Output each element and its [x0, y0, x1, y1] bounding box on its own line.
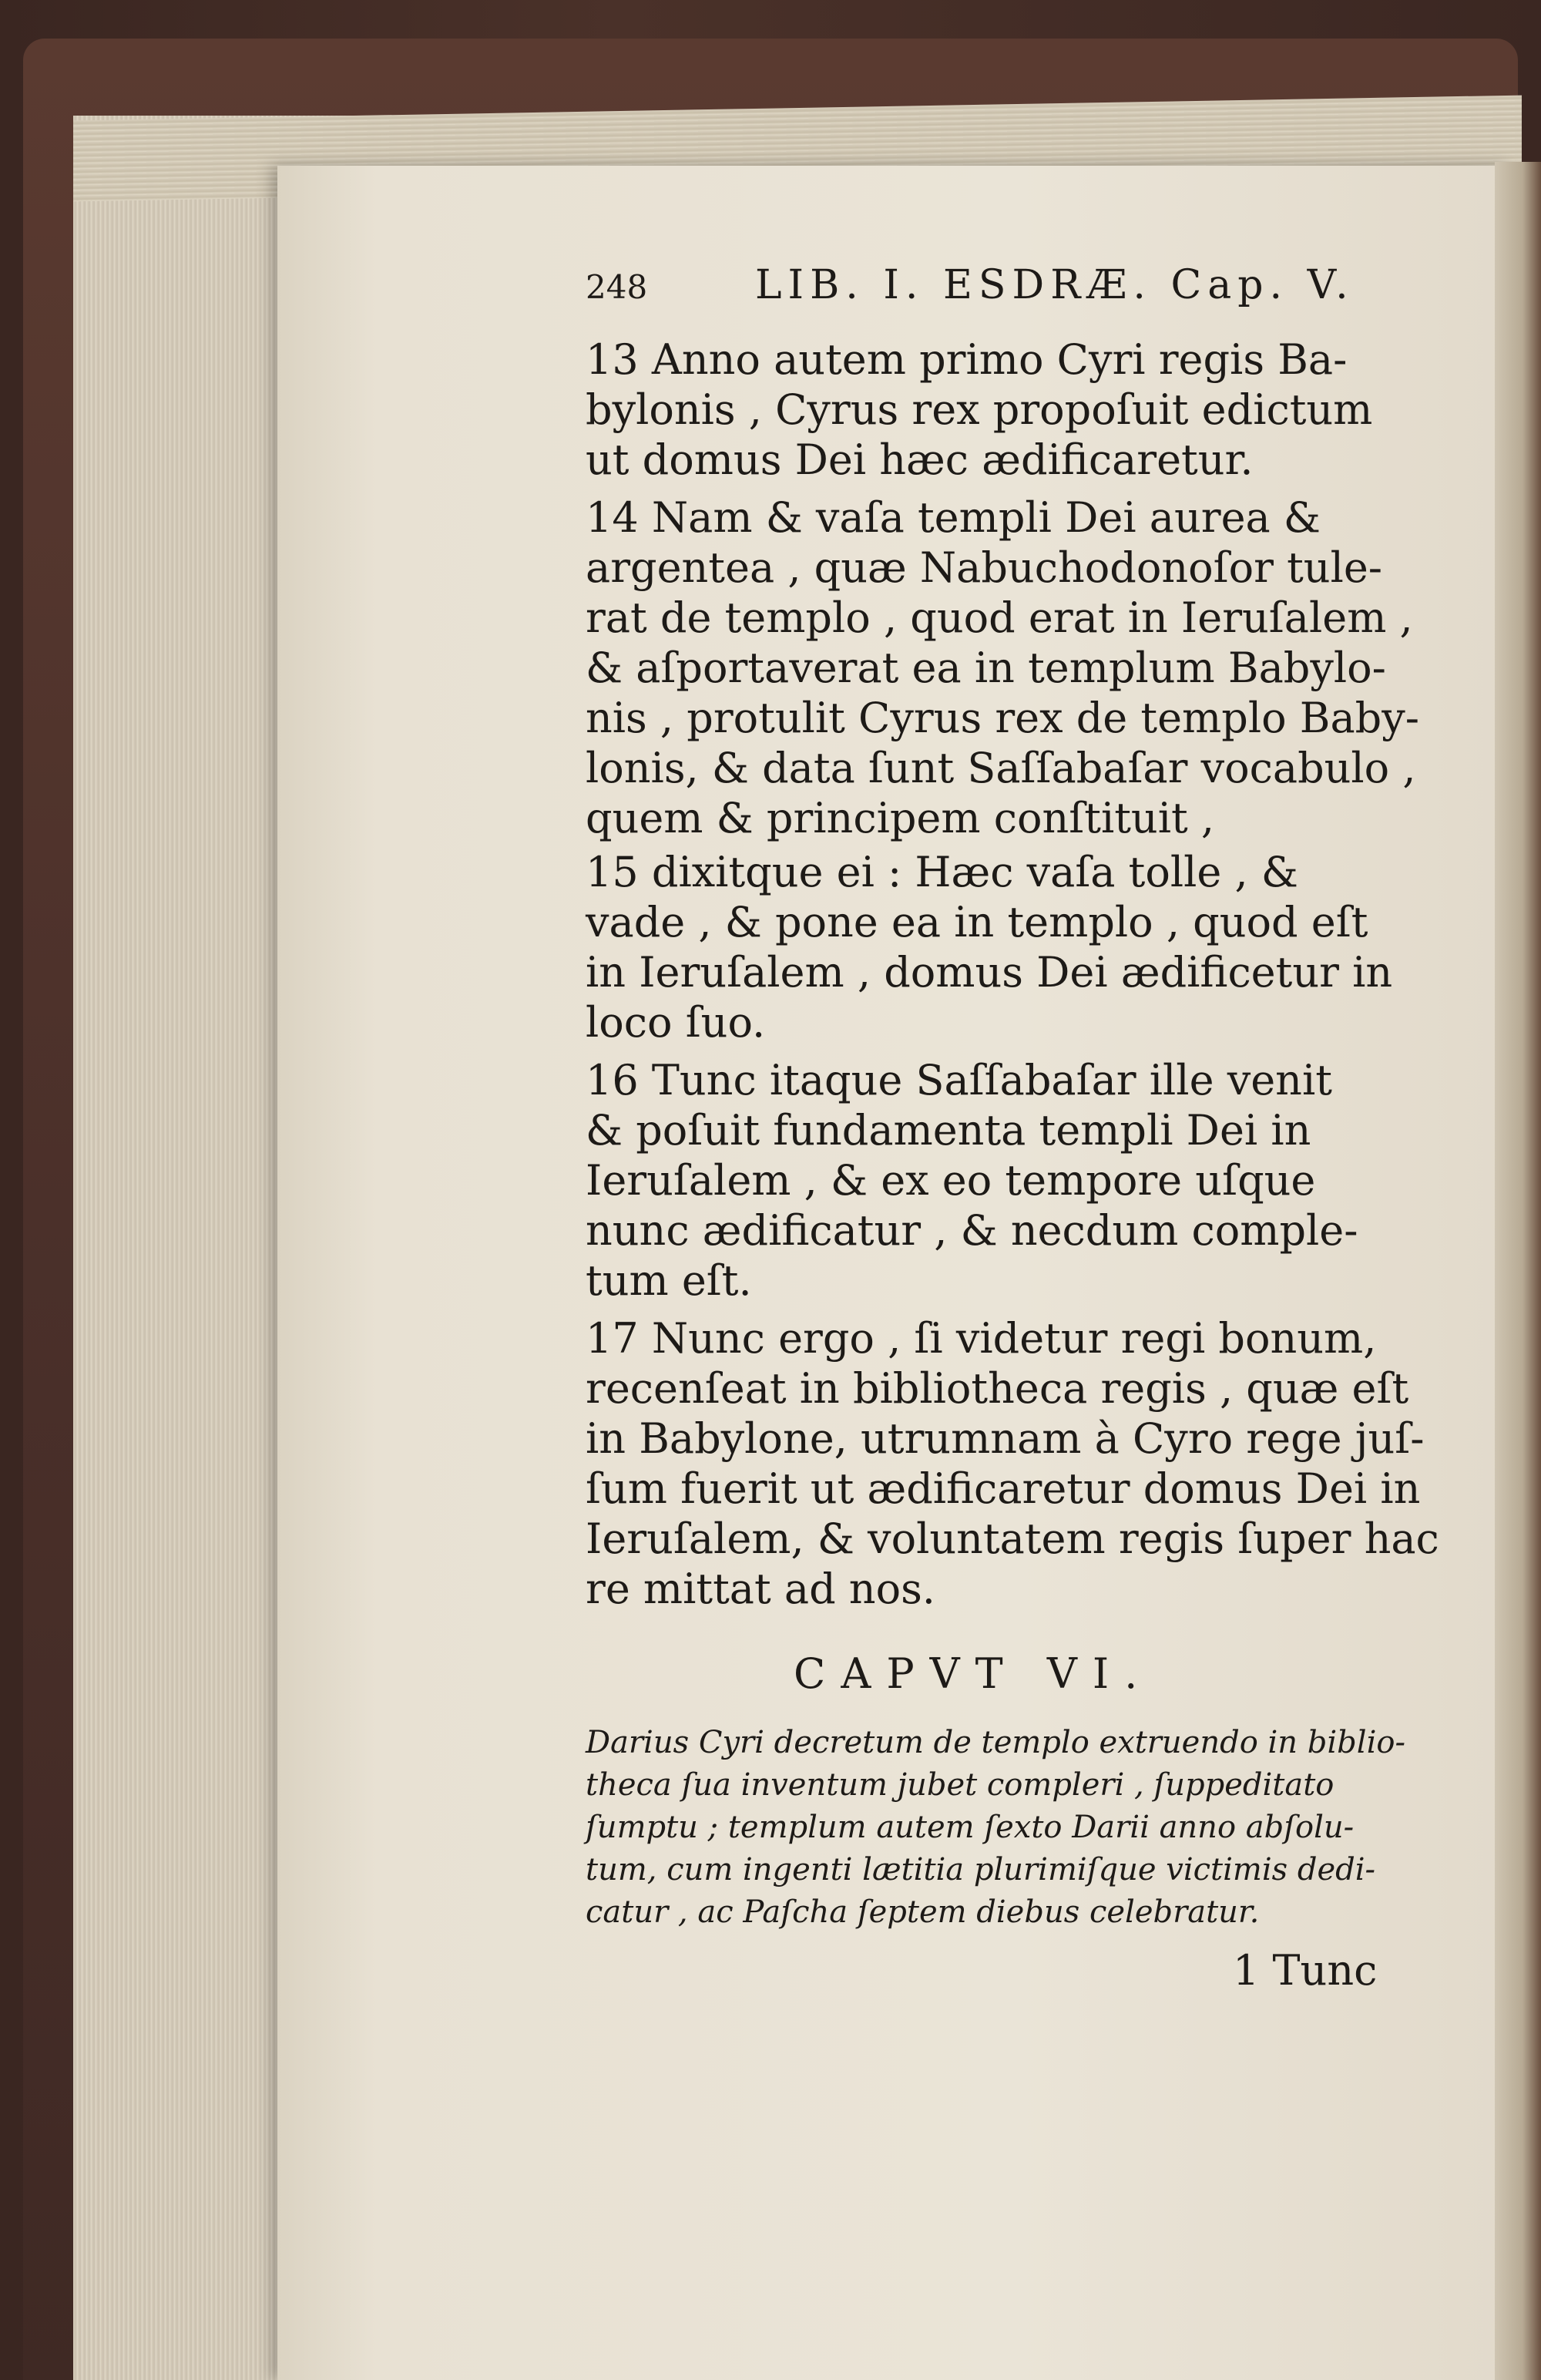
text-line: bylonis , Cyrus rex propoſuit edictum [586, 385, 1373, 434]
text-line: tum eſt. [586, 1256, 752, 1305]
text-line: rat de templo , quod erat in Ieruſalem , [586, 593, 1413, 642]
text-line: Ieruſalem , & ex eo tempore uſque [586, 1156, 1316, 1205]
page-number: 248 [586, 268, 648, 306]
summary-line: tum, cum ingenti lætitia plurimiſque victimis dedi- [586, 1852, 1376, 1888]
chapter-heading: CAPVT VI. [794, 1649, 1153, 1698]
text-line: argentea , quæ Nabuchodonoſor tule- [586, 543, 1383, 592]
text-line: vade , & pone ea in templo , quod eſt [586, 898, 1368, 946]
running-header [586, 262, 1441, 316]
text-line: re mittat ad nos. [586, 1565, 935, 1613]
summary-line: theca ſua inventum jubet compleri , ſuppeditato [586, 1767, 1335, 1803]
text-line: quem & principem conſtituit , [586, 794, 1215, 842]
text-line: & aſportaverat ea in templum Babylo- [586, 644, 1386, 692]
summary-line: ſumptu ; templum autem ſexto Darii anno abſolu- [586, 1810, 1355, 1845]
running-title: LIB. I. ESDRÆ. Cap. V. [755, 262, 1355, 308]
text-line: in Babylone, utrumnam à Cyro rege juſ- [586, 1414, 1425, 1463]
summary-line: catur , ac Paſcha ſeptem diebus celebratur. [586, 1894, 1260, 1930]
text-line: 14 Nam & vaſa templi Dei aurea & [586, 493, 1321, 542]
text-line: 15 dixitque ei : Hæc vaſa tolle , & [586, 848, 1298, 896]
text-line: in Ieruſalem , domus Dei ædificetur in [586, 948, 1393, 997]
text-line: & poſuit fundamenta templi Dei in [586, 1106, 1311, 1155]
catchword: 1 Tunc [1233, 1946, 1378, 1995]
text-line: 13 Anno autem primo Cyri regis Ba- [586, 335, 1348, 384]
summary-line: Darius Cyri decretum de templo extruendo in biblio- [586, 1725, 1405, 1760]
text-line: ſum fuerit ut ædificaretur domus Dei in [586, 1464, 1421, 1513]
text-line: ut domus Dei hæc ædificaretur. [586, 435, 1254, 484]
text-line: lonis, & data ſunt Saſſabaſar vocabulo , [586, 744, 1416, 792]
text-line: loco ſuo. [586, 998, 766, 1047]
text-line: Ieruſalem, & voluntatem regis ſuper hac [586, 1514, 1439, 1563]
text-line: nunc ædificatur , & necdum comple- [586, 1206, 1358, 1255]
facing-page-edge [1495, 162, 1541, 2380]
text-line: 17 Nunc ergo , ſi videtur regi bonum, [586, 1314, 1377, 1363]
text-line: recenſeat in bibliotheca regis , quæ eſt [586, 1364, 1409, 1413]
text-line: 16 Tunc itaque Saſſabaſar ille venit [586, 1056, 1332, 1104]
text-line: nis , protulit Cyrus rex de templo Baby- [586, 694, 1419, 742]
